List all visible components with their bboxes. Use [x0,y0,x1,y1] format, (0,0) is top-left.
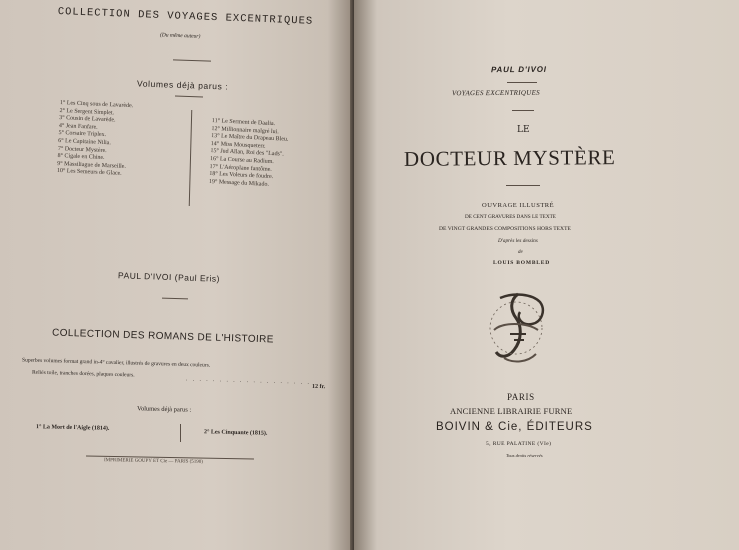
volume-item: 6° Le Capitaine Nilia. [58,137,112,147]
column-separator [189,110,193,206]
volume-item: 12° Millionnaire malgré lui. [211,125,279,135]
volume-item: 9° Massiliague de Marseille. [57,160,127,170]
volume-item: 13° Le Maître du Drapeau Bleu. [210,133,289,143]
divider [507,82,537,83]
illustrator: LOUIS BOMBLED [493,260,551,266]
divider [162,298,188,300]
volume-item: 3° Cousin de Lavarède. [59,115,116,124]
divider [173,59,211,61]
title-author: PAUL D'IVOI [490,64,547,75]
collection-heading: COLLECTION DES ROMANS DE L'HISTOIRE [51,327,275,346]
address: 5, RUE PALATINE (VIe) [486,441,552,447]
title-series: VOYAGES EXCENTRIQUES [451,88,540,98]
right-page [354,0,739,550]
divider [512,110,534,111]
series-header: COLLECTION DES VOYAGES EXCENTRIQUES [57,6,314,28]
book-title: DOCTEUR MYSTÈRE [403,145,616,171]
drawings-line: D'après les dessins [498,238,538,244]
volume-item: 18° Les Voleurs de foudre. [209,171,274,181]
engravings-line: DE CENT GRAVURES DANS LE TEXTE [465,214,556,220]
title-article: LE [517,125,530,135]
volume-item: 7° Docteur Mystère. [57,145,107,154]
publisher-old: ANCIENNE LIBRAIRIE FURNE [450,406,573,416]
publisher-monogram [480,288,552,366]
publisher: BOIVIN & Cie, ÉDITEURS [436,421,593,433]
volume-item: 10° Les Semeurs de Glace. [56,168,122,178]
volume-item: 4° Jean Fanfare. [58,122,98,131]
volume-item: 2° Le Sergent Simplet. [59,107,115,116]
volume-2-left: 1° La Mort de l'Aigle (1814). [35,424,110,432]
volumes-list-col1 [57,100,134,179]
volumes-list-col2 [209,118,290,190]
left-page [0,0,356,550]
volume-item: 8° Cigale en Chine. [57,153,105,162]
collection-desc-2: Reliés toile, tranches dorées, plaques couleurs. [31,369,135,379]
dot-leader: . . . . . . . . . . . . . . . . . . . [185,376,311,386]
volume-item: 19° Message du Mikado. [208,178,270,188]
illustrated-line: OUVRAGE ILLUSTRÉ [482,202,555,209]
volume-item: 11° Le Serment de Daalia. [211,118,276,128]
divider [506,185,540,186]
volume-2-right: 2° Les Cinquante (1815). [203,429,268,437]
volume-item: 16° La Course au Radium. [209,155,274,166]
printer-line: IMPRIMERIE GOUPY ET Cie — PARIS (5190) [103,458,204,465]
volume-item: 5° Corsaire Triplex. [58,130,107,139]
volumes-heading: Volumes déjà parus : [136,78,229,92]
monogram-emblem [480,288,552,366]
price: 12 fr. [311,383,326,391]
divider [175,96,203,98]
volume-item: 1° Les Cinq sous de Lavarède. [59,100,134,110]
rights: Tous droits réservés [506,453,543,458]
collection-desc-1: Superbes volumes format grand in-4° cavalier, illustrés de gravures en deux couleurs. [21,357,211,369]
compositions-line: DE VINGT GRANDES COMPOSITIONS HORS TEXTE [439,226,571,232]
volume-item: 14° Miss Mousqueterr. [210,140,266,150]
volumes-heading-2: Volumes déjà parus : [136,405,192,414]
series-subheader: (Du même auteur) [159,32,201,40]
volume-item: 17° L'Aéroplane fantôme. [209,163,272,173]
column-separator [180,424,181,442]
by-line: de [518,250,523,255]
volume-item: 15° Jud Allan, Roi des "Lads". [210,148,284,158]
author-line: PAUL D'IVOI (Paul Eris) [117,270,221,284]
city: PARIS [507,392,535,402]
